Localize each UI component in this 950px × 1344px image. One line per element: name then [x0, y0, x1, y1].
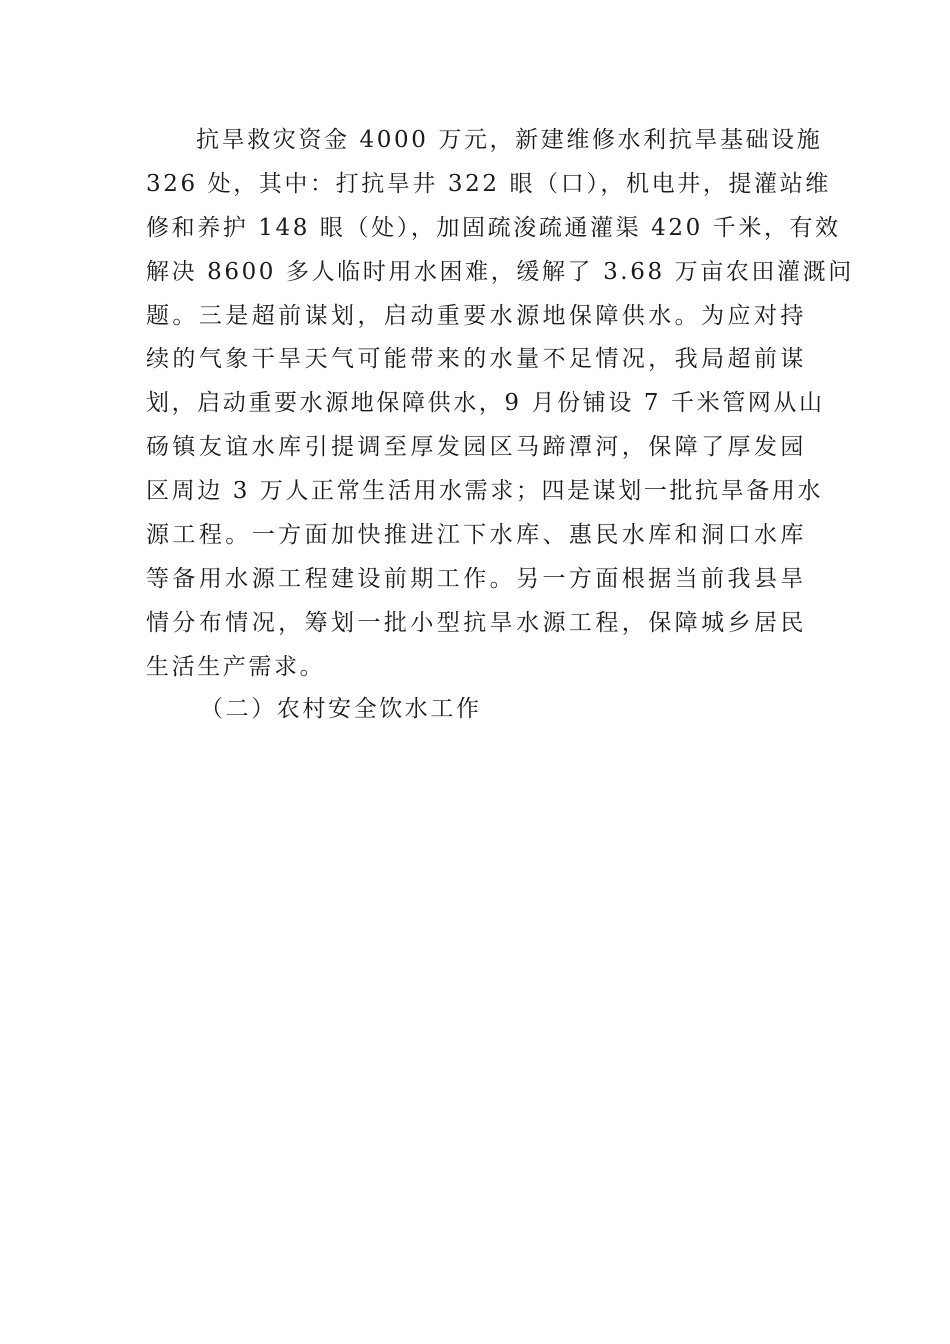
paragraph-line: 划，启动重要水源地保障供水，9 月份铺设 7 千米管网从山	[146, 390, 825, 417]
paragraph-line: 生活生产需求。	[146, 653, 326, 680]
paragraph-line: 情分布情况，筹划一批小型抗旱水源工程，保障城乡居民	[146, 609, 806, 636]
paragraph-line: 解决 8600 多人临时用水困难，缓解了 3.68 万亩农田灌溉问	[146, 258, 854, 285]
paragraph-line: 源工程。一方面加快推进江下水库、惠民水库和洞口水库	[146, 522, 806, 549]
paragraph-line: 等备用水源工程建设前期工作。另一方面根据当前我县旱	[146, 565, 806, 592]
paragraph-line: 326 处，其中：打抗旱井 322 眼（口），机电井，提灌站维	[146, 170, 831, 197]
section-heading: （二）农村安全饮水工作	[200, 696, 482, 722]
paragraph-line: 题。三是超前谋划，启动重要水源地保障供水。为应对持	[146, 302, 806, 329]
paragraph-line: 修和养护 148 眼（处），加固疏浚疏通灌渠 420 千米，有效	[146, 214, 841, 241]
paragraph-line: 抗旱救灾资金 4000 万元，新建维修水利抗旱基础设施	[196, 127, 823, 153]
paragraph-line: 续的气象干旱天气可能带来的水量不足情况，我局超前谋	[146, 346, 806, 373]
body-paragraph	[146, 119, 854, 690]
paragraph-line: 区周边 3 万人正常生活用水需求；四是谋划一批抗旱备用水	[146, 478, 824, 505]
paragraph-line: 砀镇友谊水库引提调至厚发园区马蹄潭河，保障了厚发园	[146, 434, 806, 461]
